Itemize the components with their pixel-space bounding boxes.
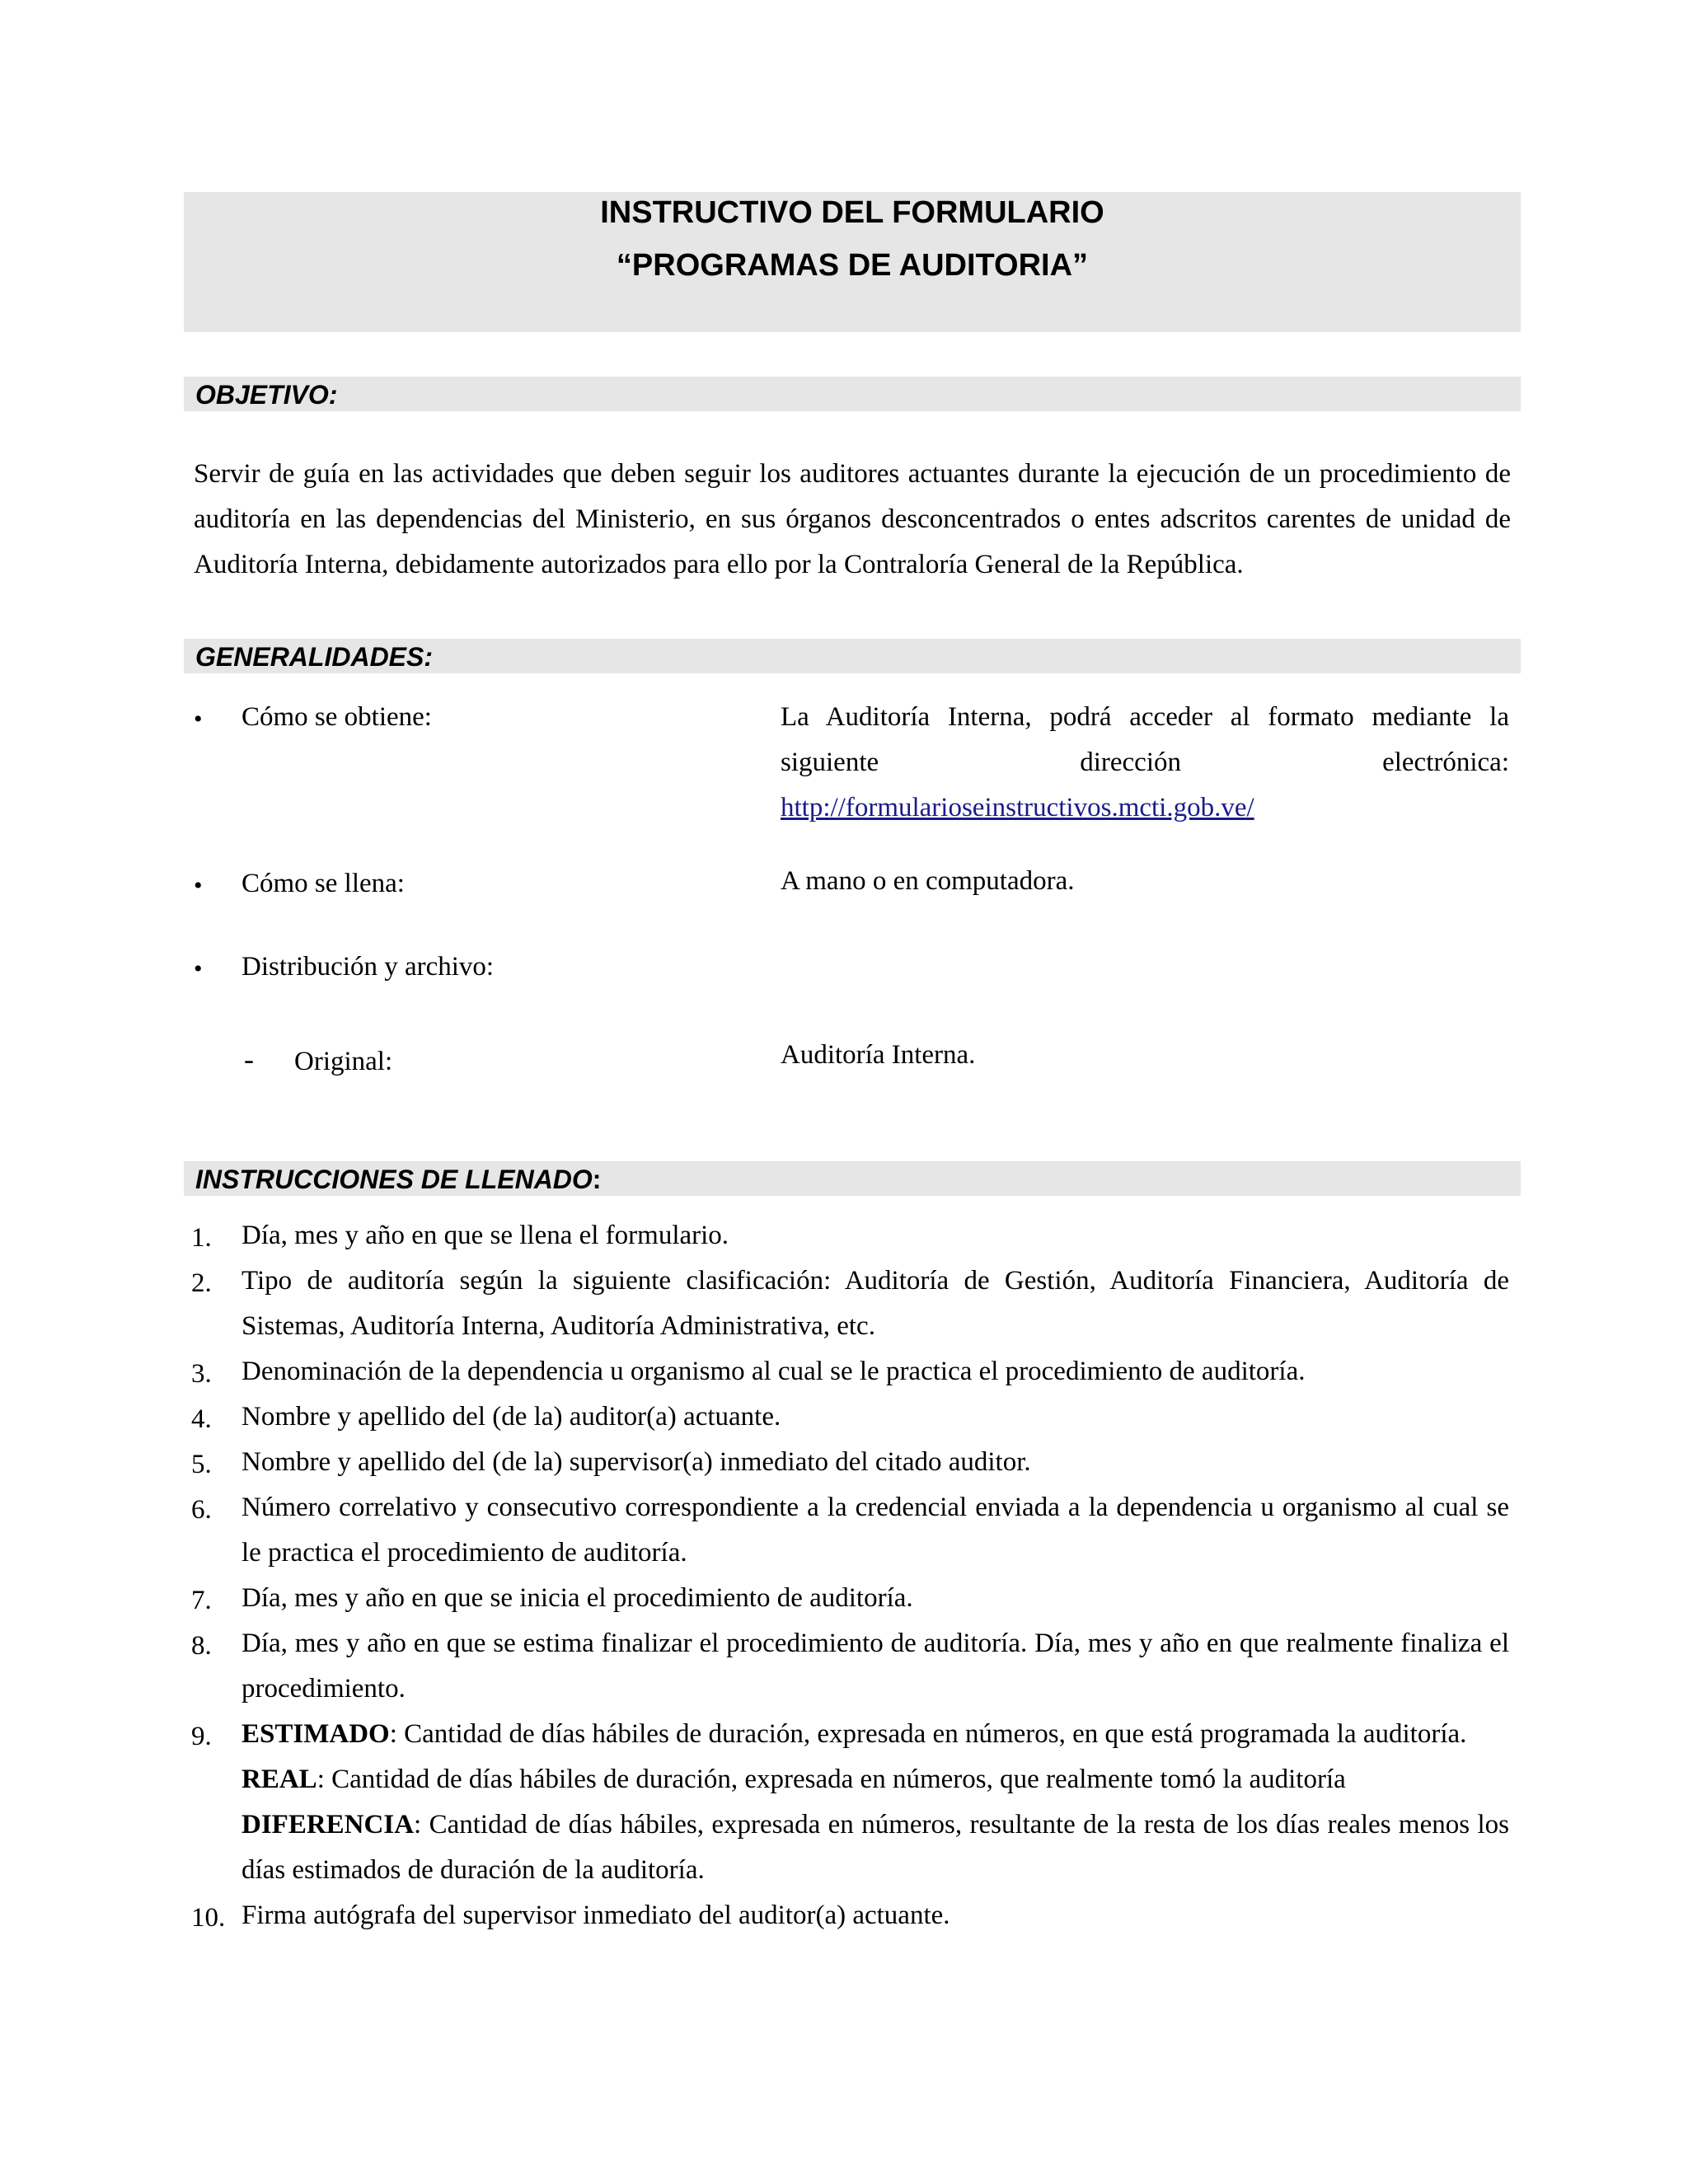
generalidades-heading: GENERALIDADES:: [184, 639, 1521, 673]
instrucciones-heading-text: INSTRUCCIONES DE LLENADO: [195, 1165, 593, 1194]
list-item-number: 10.: [191, 1903, 226, 1933]
list-item-estimado-real-diferencia: [241, 1712, 1509, 1893]
list-item: Tipo de auditoría según la siguiente clasificación: Auditoría de Gestión, Auditoría Financiera, Auditoría de Sistemas, Auditoría Interna, Auditoría Administrativa, etc.: [241, 1266, 1509, 1341]
como-se-obtiene-label: Cómo se obtiene:: [241, 702, 432, 732]
list-item-number: 5.: [191, 1450, 212, 1479]
como-se-obtiene-value: [781, 695, 1509, 831]
real-term: REAL: [241, 1765, 317, 1794]
original-value: Auditoría Interna.: [781, 1040, 976, 1070]
list-item: Día, mes y año en que se llena el formulario.: [241, 1221, 729, 1250]
bullet-icon: •: [194, 705, 203, 733]
bullet-icon: •: [194, 955, 203, 982]
document-subtitle: “PROGRAMAS DE AUDITORIA”: [616, 248, 1089, 283]
list-item-number: 9.: [191, 1722, 212, 1751]
list-item-number: 3.: [191, 1359, 212, 1389]
document-title: INSTRUCTIVO DEL FORMULARIO: [600, 195, 1104, 230]
list-item: Denominación de la dependencia u organismo al cual se le practica el procedimiento de auditoría.: [241, 1357, 1306, 1386]
list-item-number: 2.: [191, 1268, 212, 1298]
objetivo-heading: OBJETIVO:: [184, 377, 1521, 411]
diferencia-text: : Cantidad de días hábiles, expresada en números, resultante de la resta de los días reales menos los días estimados de duración de la auditoría.: [241, 1810, 1509, 1885]
list-item-number: 4.: [191, 1404, 212, 1434]
list-item-number: 6.: [191, 1495, 212, 1525]
list-item: Nombre y apellido del (de la) auditor(a) actuante.: [241, 1402, 781, 1432]
instrucciones-heading-colon: :: [592, 1165, 602, 1194]
como-se-obtiene-text: La Auditoría Interna, podrá acceder al formato mediante la siguiente dirección electrónica:: [781, 702, 1509, 777]
instrucciones-heading: [184, 1161, 1521, 1196]
list-item-number: 8.: [191, 1631, 212, 1661]
distribucion-label: Distribución y archivo:: [241, 952, 495, 982]
real-text: : Cantidad de días hábiles de duración, expresada en números, que realmente tomó la auditoría: [316, 1765, 1346, 1794]
formularios-link[interactable]: http://formularioseinstructivos.mcti.gob.ve/: [781, 793, 1254, 823]
diferencia-term: DIFERENCIA: [241, 1810, 415, 1840]
list-item-number: 7.: [191, 1586, 212, 1615]
list-item: Número correlativo y consecutivo correspondiente a la credencial enviada a la dependencia u organismo al cual se le practica el procedimiento de auditoría.: [241, 1493, 1509, 1568]
list-item-number: 1.: [191, 1223, 212, 1253]
como-se-llena-value: A mano o en computadora.: [781, 866, 1075, 896]
bullet-icon: •: [194, 872, 203, 899]
estimado-term: ESTIMADO: [241, 1719, 390, 1749]
dash-icon: -: [244, 1043, 254, 1076]
title-box: [184, 192, 1521, 332]
original-label: Original:: [294, 1047, 393, 1076]
como-se-llena-label: Cómo se llena:: [241, 869, 405, 898]
list-item: Día, mes y año en que se estima finalizar el procedimiento de auditoría. Día, mes y año en que realmente finaliza el procedimiento.: [241, 1629, 1509, 1704]
objetivo-text: Servir de guía en las actividades que deben seguir los auditores actuantes durante la ejecución de un procedimiento de auditoría en las dependencias del Ministerio, en sus órganos desconcentrados o entes adscritos carentes de unidad de Auditoría Interna, debidamente autorizados para ello por la Contraloría General de la República.: [194, 459, 1511, 579]
list-item: Nombre y apellido del (de la) supervisor(a) inmediato del citado auditor.: [241, 1447, 1031, 1477]
list-item: Firma autógrafa del supervisor inmediato del auditor(a) actuante.: [241, 1900, 950, 1930]
estimado-text: : Cantidad de días hábiles de duración, expresada en números, en que está programada la auditoría.: [389, 1719, 1467, 1749]
list-item: Día, mes y año en que se inicia el procedimiento de auditoría.: [241, 1583, 913, 1613]
